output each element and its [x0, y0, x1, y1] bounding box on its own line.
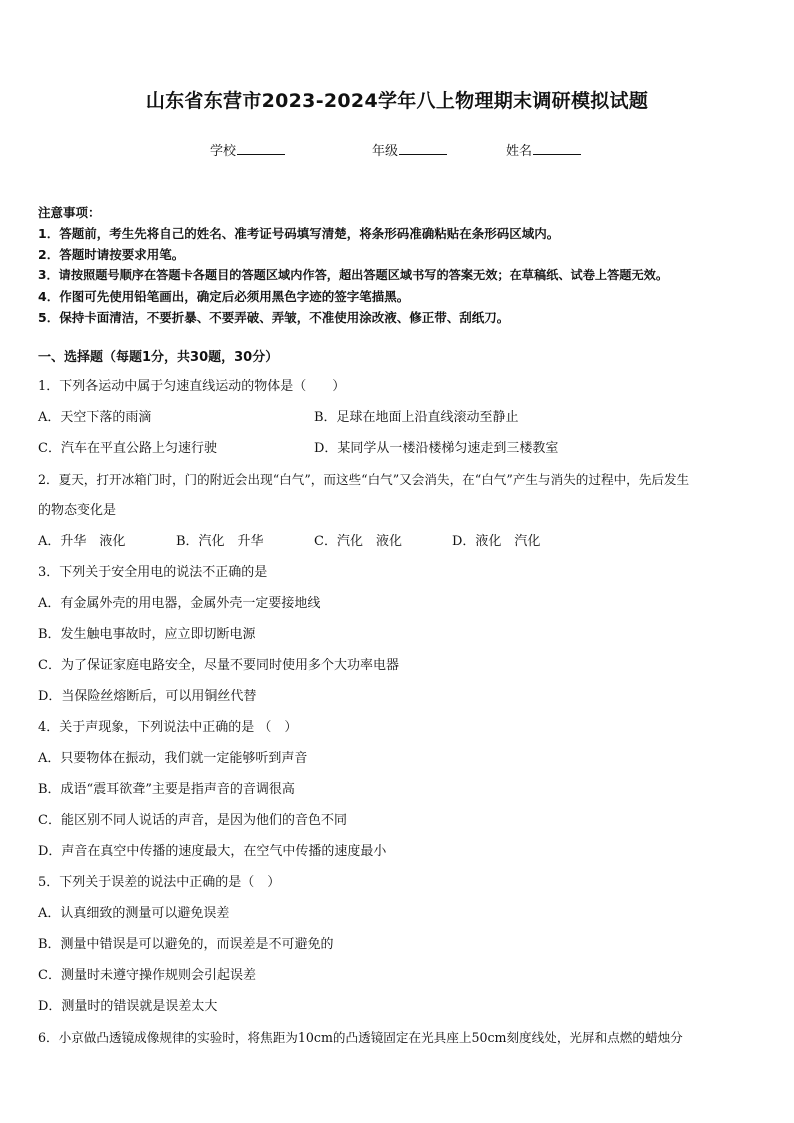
- notice-heading: 注意事项：: [38, 205, 101, 220]
- name-label: 姓名: [506, 144, 533, 159]
- option-c: C．测量时未遵守操作规则会引起误差: [38, 968, 256, 983]
- option-d: D．某同学从一楼沿楼梯匀速走到三楼教室: [314, 441, 559, 456]
- school-field: [210, 140, 285, 159]
- option-a: A．天空下落的雨滴: [38, 410, 152, 425]
- question-stem: 2．夏天，打开冰箱门时，门的附近会出现“白气”，而这些“白气”又会消失，在“白气”产生与消失的过程中，先后发生: [38, 472, 690, 487]
- page-title: 山东省东营市2023-2024学年八上物理期末调研模拟试题: [145, 90, 649, 112]
- notice-item: 2．答题时请按要求用笔。: [38, 247, 185, 262]
- option-c: C．能区别不同人说话的声音，是因为他们的音色不同: [38, 813, 347, 828]
- notice-item: 3．请按照题号顺序在答题卡各题目的答题区域内作答，超出答题区域书写的答案无效；在草稿纸、试卷上答题无效。: [38, 268, 669, 282]
- option-a: A．有金属外壳的用电器，金属外壳一定要接地线: [38, 596, 321, 611]
- school-blank: [237, 140, 285, 155]
- option-b: B．成语“震耳欲聋”主要是指声音的音调很高: [38, 782, 295, 797]
- school-label: 学校: [210, 144, 237, 159]
- question-stem: 5．下列关于误差的说法中正确的是（ ）: [38, 875, 281, 890]
- option-a: A．升华 液化: [38, 534, 126, 549]
- choice-section: [38, 345, 768, 1053]
- notice-item: 1．答题前，考生先将自己的姓名、准考证号码填写清楚，将条形码准确粘贴在条形码区域内。: [38, 226, 560, 241]
- name-field: [506, 140, 581, 159]
- question-stem: 4．关于声现象，下列说法中正确的是 （ ）: [38, 720, 298, 735]
- question-stem: 1．下列各运动中属于匀速直线运动的物体是（ ）: [38, 379, 346, 394]
- option-d: D．液化 汽化: [452, 534, 541, 549]
- option-d: D．当保险丝熔断后，可以用铜丝代替: [38, 689, 257, 704]
- option-b: B．测量中错误是可以避免的，而误差是不可避免的: [38, 937, 334, 952]
- grade-label: 年级: [372, 144, 399, 159]
- option-row: [38, 402, 768, 433]
- grade-field: [372, 140, 447, 159]
- grade-blank: [399, 140, 447, 155]
- notice-item: 5．保持卡面清洁，不要折暴、不要弄破、弄皱，不准使用涂改液、修正带、刮纸刀。: [38, 310, 510, 325]
- question-stem: 3．下列关于安全用电的说法不正确的是: [38, 565, 268, 580]
- option-row: [38, 433, 768, 464]
- name-blank: [533, 140, 581, 155]
- option-d: D．声音在真空中传播的速度最大，在空气中传播的速度最小: [38, 844, 387, 859]
- notice-item: 4．作图可先使用铅笔画出，确定后必须用黑色字迹的签字笔描黑。: [38, 289, 410, 304]
- notice-block: [38, 202, 768, 328]
- option-b: B．汽化 升华: [176, 534, 264, 549]
- section-heading: 一、选择题（每题1分，共30题，30分）: [38, 350, 279, 365]
- option-b: B．发生触电事故时，应立即切断电源: [38, 627, 256, 642]
- option-c: C．汽车在平直公路上匀速行驶: [38, 441, 217, 456]
- option-row: [38, 526, 768, 557]
- option-b: B．足球在地面上沿直线滚动至静止: [314, 410, 519, 425]
- student-info-row: [0, 140, 794, 160]
- option-d: D．测量时的错误就是误差太大: [38, 999, 218, 1014]
- option-a: A．只要物体在振动，我们就一定能够听到声音: [38, 751, 308, 766]
- question-stem: 6．小京做凸透镜成像规律的实验时，将焦距为10cm的凸透镜固定在光具座上50cm刻度线处，光屏和点燃的蜡烛分: [38, 1030, 683, 1045]
- question-stem-continued: 的物态变化是: [38, 503, 117, 518]
- option-c: C．为了保证家庭电路安全，尽量不要同时使用多个大功率电器: [38, 658, 399, 673]
- option-a: A．认真细致的测量可以避免误差: [38, 906, 230, 921]
- option-c: C．汽化 液化: [314, 534, 402, 549]
